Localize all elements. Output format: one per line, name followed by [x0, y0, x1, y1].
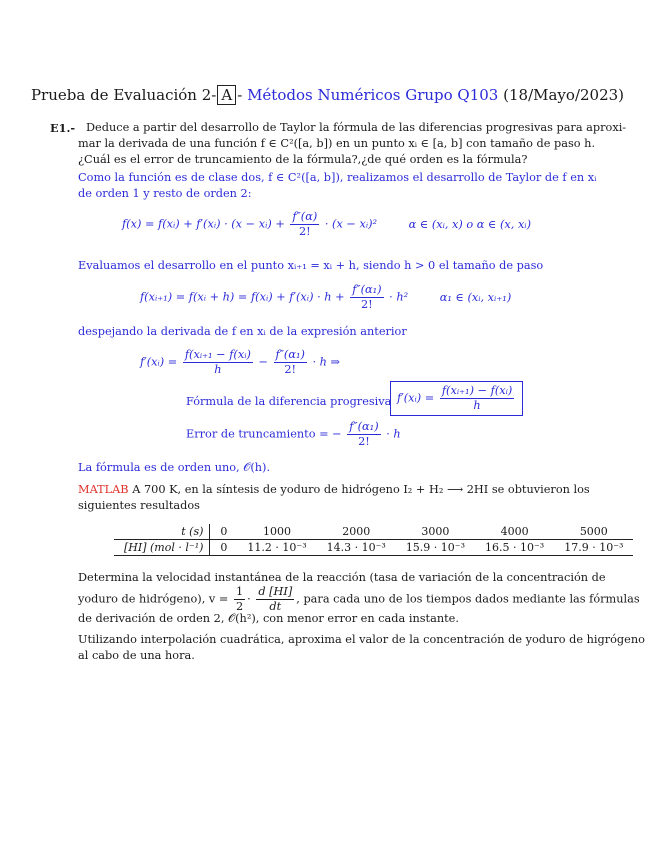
title-prefix: Prueba de Evaluación 2- — [30, 86, 217, 104]
table-row: t (s) 0 1000 2000 3000 4000 5000 — [114, 524, 633, 540]
table-row: [HI] (mol · l⁻¹) 0 11.2 · 10⁻³ 14.3 · 10⁻³ 15.9 · 10⁻³ 16.5 · 10⁻³ 17.9 · 10⁻³ — [114, 540, 633, 556]
paragraph-1-line-2: yoduro de hidrógeno), v = $\frac{1}{2}$ · $\frac{d [HI]}{dt}$ , para cada uno de los tiempos dados mediante las fórmulas — [78, 585, 640, 613]
concentration-header: [HI] (mol · l⁻¹) — [114, 540, 210, 556]
taylor-condition: α ∈ (xᵢ, x) o α ∈ (x, xᵢ) — [408, 217, 531, 231]
paragraph-2-line-1: Utilizando interpolación cuadrática, aproxima el valor de la concentración de yoduro de higrógeno — [78, 633, 645, 646]
matlab-tag: MATLAB — [78, 483, 129, 496]
answer-line-3: Evaluamos el desarrollo en el punto xᵢ₊₁ = xᵢ + h, siendo h > 0 el tamaño de paso — [78, 259, 544, 272]
time-header: t (s) — [114, 524, 210, 540]
paragraph-2-line-2: al cabo de una hora. — [78, 649, 195, 662]
question-line-1: Deduce a partir del desarrollo de Taylor la fórmula de las diferencias progresivas para aproxi- — [86, 121, 627, 134]
version-box: A — [217, 85, 236, 105]
question-line-2: mar la derivada de una función f ∈ C²([a, b]) en un punto xᵢ ∈ [a, b] con tamaño de paso h. — [78, 137, 596, 150]
answer-line-4: despejando la derivada de f en xᵢ de la expresión anterior — [78, 325, 407, 338]
paragraph-1-line-3: de derivación de orden 2, 𝒪(h²), con menor error en cada instante. — [78, 612, 459, 625]
formula-label: Fórmula de la diferencia progresiva — [186, 395, 392, 408]
paragraph-1-line-1: Determina la velocidad instantánea de la reacción (tasa de variación de la concentración de — [78, 571, 606, 584]
forward-difference-formula: f′(xᵢ) = $\frac{\text{f(xᵢ₊₁) − f(xᵢ)}}{h}$ — [390, 381, 523, 416]
truncation-error: Error de truncamiento = − $\frac{\text{f″(α₁)}}{2!}$ · h — [186, 420, 401, 448]
page-title — [0, 86, 655, 104]
answer-line-2: de orden 1 y resto de orden 2: — [78, 187, 252, 200]
title-dash: - — [237, 86, 243, 104]
evaluated-equation: f(xᵢ₊₁) = f(xᵢ + h) = f(xᵢ) + f′(xᵢ) · h + $\frac{\text{f″(α₁)}}{2!}$ · h² α₁ ∈ (xᵢ, xᵢ₊₁) — [140, 283, 512, 311]
question-line-3: ¿Cuál es el error de truncamiento de la fórmula?,¿de qué orden es la fórmula? — [78, 153, 528, 166]
answer-line-1: Como la función es de clase dos, f ∈ C²([a, b]), realizamos el desarrollo de Taylor de f en xᵢ — [78, 171, 597, 184]
order-statement: La fórmula es de orden uno, 𝒪(h). — [78, 461, 271, 474]
taylor-equation: f(x) = f(xᵢ) + f′(xᵢ) · (x − xᵢ) + $\frac{f''(\alpha)}{2!}$ · (x − xᵢ)² α ∈ (xᵢ, x) o α ∈ (x, xᵢ) — [122, 210, 531, 238]
derivative-equation: f′(xᵢ) = $\frac{\text{f(xᵢ₊₁ − f(xᵢ)}}{h}$ − $\frac{\text{f″(α₁)}}{2!}$ · h ⇒ — [140, 348, 341, 376]
exam-date: (18/Mayo/2023) — [503, 86, 625, 104]
course-name: Métodos Numéricos Grupo Q103 — [247, 86, 499, 104]
matlab-line-2: siguientes resultados — [78, 499, 200, 512]
exercise-label: E1.- — [50, 121, 76, 135]
matlab-line-1: MATLAB A 700 K, en la síntesis de yoduro de hidrógeno I₂ + H₂ ⟶ 2HI se obtuvieron los — [78, 483, 590, 496]
results-table — [114, 524, 633, 556]
evaluated-condition: α₁ ∈ (xᵢ, xᵢ₊₁) — [439, 290, 512, 304]
